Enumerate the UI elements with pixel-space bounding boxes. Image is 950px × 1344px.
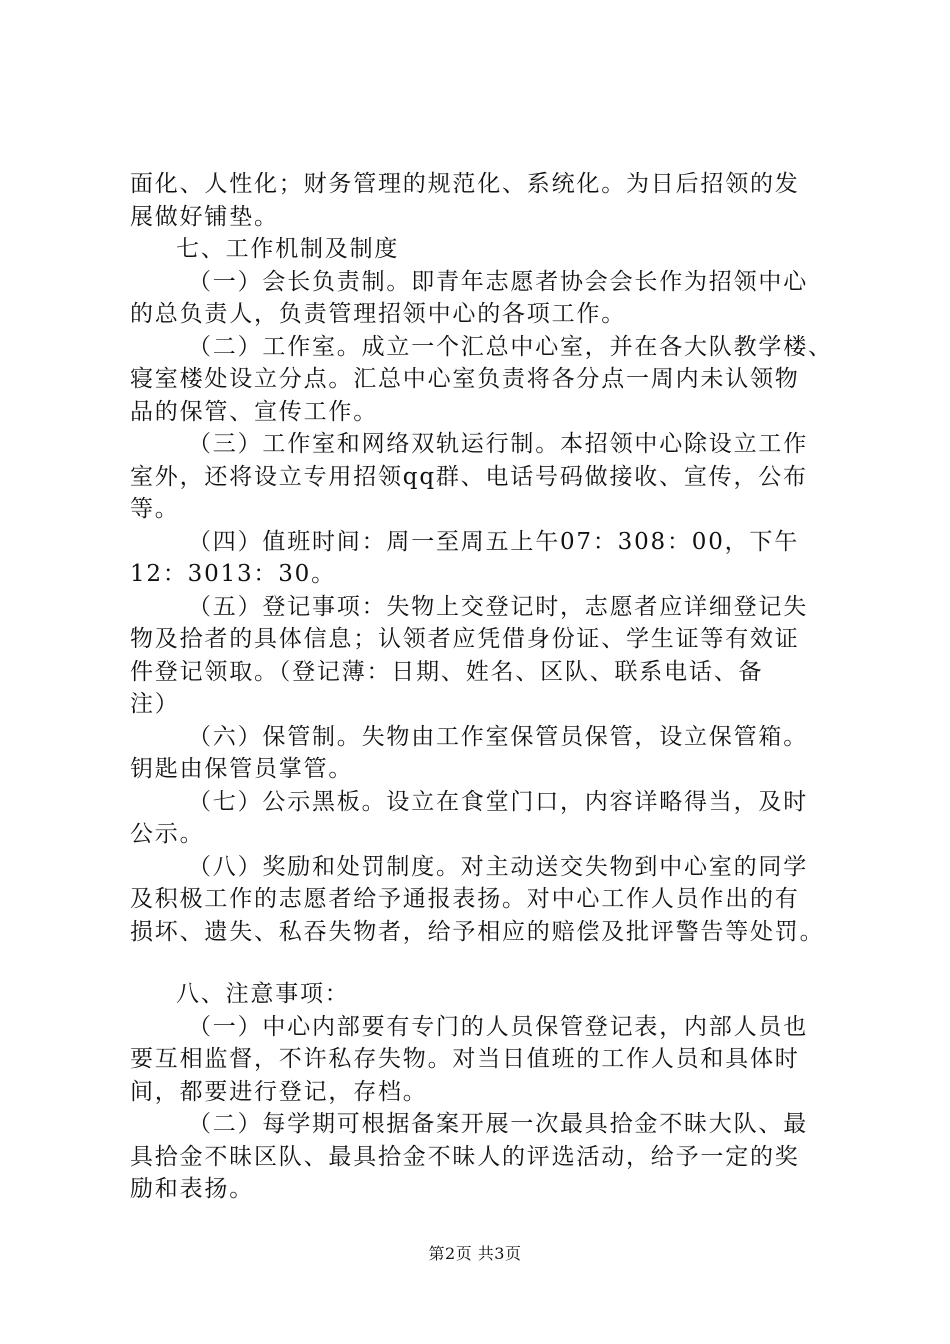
text-line: （二）工作室。成立一个汇总中心室，并在各大队教学楼、 [188,333,833,360]
text-line: 具拾金不昧区队、最具拾金不昧人的评选活动，给予一定的奖 [130,1143,800,1170]
text-line: （四）值班时间：周一至周五上午07：308：00，下午 [188,528,800,555]
text-line: （五）登记事项：失物上交登记时，志愿者应详细登记失 [188,593,808,620]
text-line: 品的保管、宣传工作。 [130,398,378,425]
text-line: 钥匙由保管员掌管。 [130,756,354,782]
text-line: （一）会长负责制。即青年志愿者协会会长作为招领中心 [188,268,808,295]
text-line: 件登记领取。（登记薄：日期、姓名、区队、联系电话、备 [130,658,764,685]
text-line: （六）保管制。失物由工作室保管员保管，设立保管箱。 [188,723,808,750]
section-heading: 八、注意事项： [176,981,350,1007]
text-line: 面化、人性化；财务管理的规范化、系统化。为日后招领的发 [130,171,800,197]
text-line: 展做好铺垫。 [130,203,279,230]
text-line: （一）中心内部要有专门的人员保管登记表，内部人员也 [188,1013,808,1040]
text-line: 的总负责人，负责管理招领中心的各项工作。 [130,301,626,327]
text-line: 12：3013：30。 [130,561,336,587]
text-line: （七）公示黑板。设立在食堂门口，内容详略得当，及时 [188,788,808,815]
text-line: 励和表扬。 [130,1176,254,1202]
text-line: 间，都要进行登记，存档。 [130,1078,428,1105]
page-number-footer: 第2页 共3页 [428,1244,522,1263]
text-line: 室外，还将设立专用招领qq群、电话号码做接收、宣传，公布 [130,463,808,490]
text-line: 注） [130,691,180,717]
paragraph-gap [130,948,830,978]
text-line: （二）每学期可根据备案开展一次最具拾金不昧大队、最 [188,1111,808,1137]
text-line: 及积极工作的志愿者给予通报表扬。对中心工作人员作出的有 [130,886,800,912]
section-heading: 七、工作机制及制度 [176,236,400,262]
text-line: 等。 [130,496,180,522]
text-line: 寝室楼处设立分点。汇总中心室负责将各分点一周内未认领物 [130,366,800,392]
document-body [130,168,833,1206]
text-line: 公示。 [130,821,205,847]
text-line: 要互相监督，不许私存失物。对当日值班的工作人员和具体时 [130,1046,800,1072]
text-line: （八）奖励和处罚制度。对主动送交失物到中心室的同学 [188,853,808,880]
text-line: 损坏、遗失、私吞失物者，给予相应的赔偿及批评警告等处罚。 [130,918,825,945]
text-line: （三）工作室和网络双轨运行制。本招领中心除设立工作 [188,431,808,457]
text-line: 物及拾者的具体信息；认领者应凭借身份证、学生证等有效证 [130,626,800,652]
